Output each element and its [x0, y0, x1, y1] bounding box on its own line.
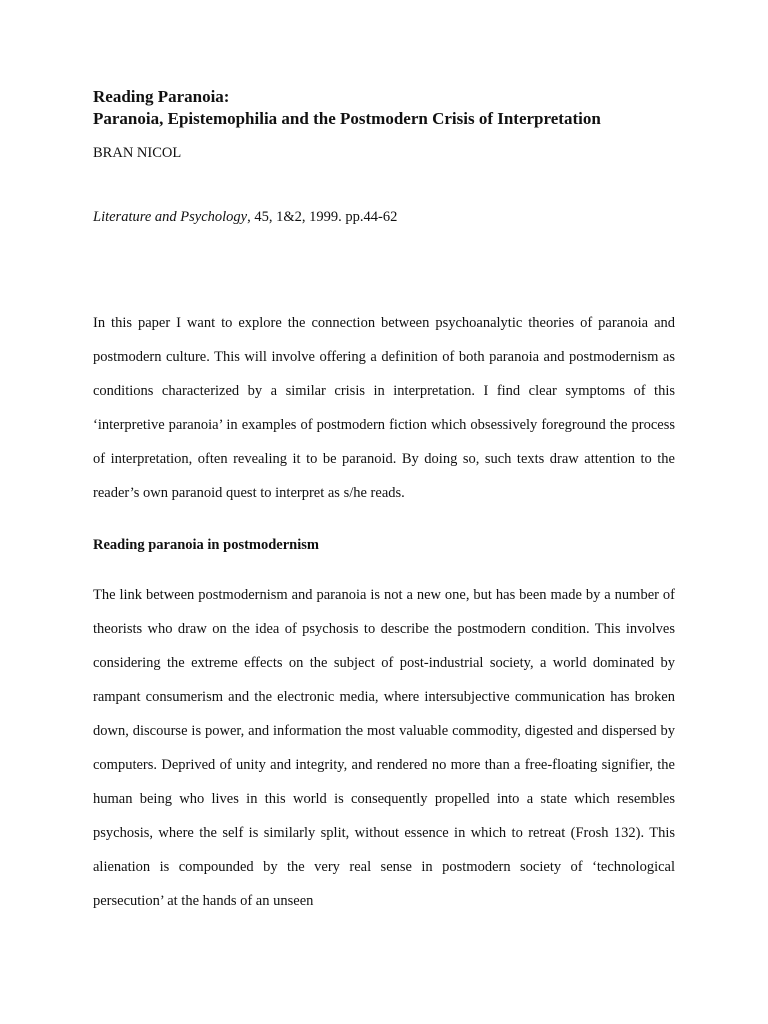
citation: [93, 208, 675, 226]
section-heading: Reading paranoia in postmodernism: [93, 537, 319, 553]
title-line-2: Paranoia, Epistemophilia and the Postmodern Crisis of Interpretation: [93, 109, 601, 128]
title-line-1: Reading Paranoia:: [93, 87, 230, 106]
body-paragraph: The link between postmodernism and paranoia is not a new one, but has been made by a number of theorists who draw on the idea of psychosis to describe the postmodern condition. This involves considering the extreme effects on the subject of post-industrial society, a world dominated by rampant consumerism and the electronic media, where intersubjective communication has broken down, discourse is power, and information the most valuable commodity, digested and dispersed by computers. Deprived of unity and integrity, and rendered no more than a free-floating signifier, the human being who lives in this world is consequently propelled into a state which resembles psychosis, where the self is similarly split, without essence in which to retreat (Frosh 132). This alienation is compounded by the very real sense in postmodern society of ‘technological persecution’ at the hands of an unseen: [93, 587, 675, 909]
intro-paragraph: In this paper I want to explore the connection between psychoanalytic theories of paranoia and postmodern culture. This will involve offering a definition of both paranoia and postmodernism as conditions characterized by a similar crisis in interpretation. I find clear symptoms of this ‘interpretive paranoia’ in examples of postmodern fiction which obsessively foreground the process of interpretation, often revealing it to be paranoid. By doing so, such texts draw attention to the reader’s own paranoid quest to interpret as s/he reads.: [93, 315, 675, 501]
author-name: BRAN NICOL: [93, 145, 182, 161]
page-content: [93, 86, 675, 918]
paper-title: [93, 86, 675, 130]
journal-name: Literature and Psychology: [93, 209, 248, 225]
citation-details: , 45, 1&2, 1999. pp.44-62: [247, 209, 398, 225]
